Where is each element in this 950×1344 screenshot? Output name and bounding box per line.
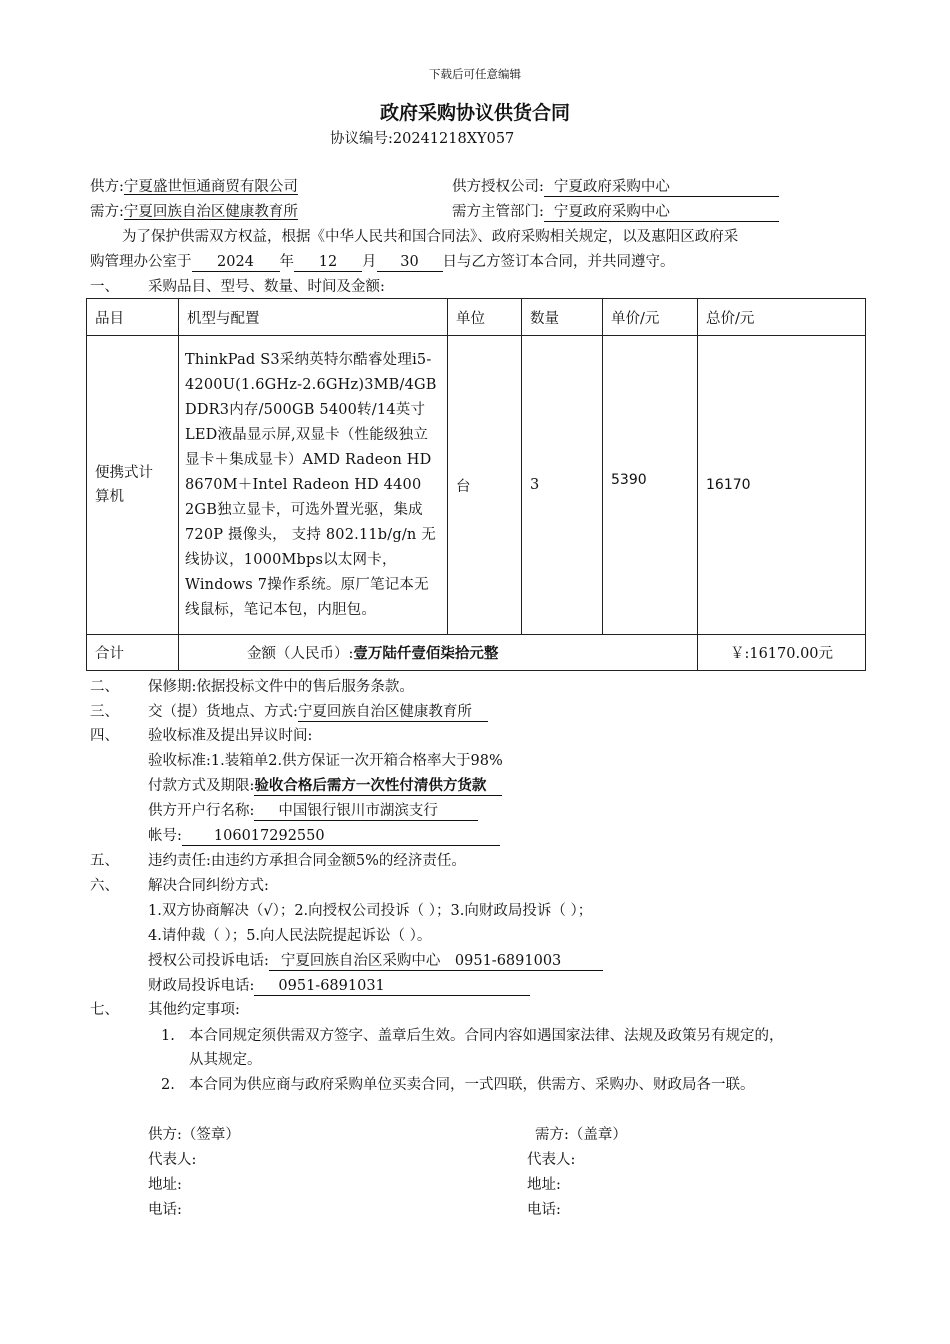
sign-supplier: 供方:（签章） — [148, 1127, 240, 1143]
auth-phone-line — [148, 951, 603, 971]
sign-buyer: 需方:（盖章） — [535, 1127, 627, 1143]
section-4-text: 验收标准及提出异议时间: — [148, 728, 313, 744]
sign-supplier-rep: 代表人: — [148, 1152, 197, 1168]
acceptance-standard: 验收标准:1.装箱单2.供方保证一次开箱合格率大于98% — [148, 753, 503, 769]
header-note: 下载后可任意编辑 — [429, 67, 521, 81]
account-line — [148, 826, 500, 846]
sign-buyer-address: 地址: — [527, 1177, 561, 1193]
buyer-dept-line — [452, 202, 779, 222]
items-table — [86, 298, 866, 671]
payment-line — [148, 776, 502, 796]
col-header-spec: 机型与配置 — [179, 299, 448, 336]
payment-terms: 验收合格后需方一次性付清供方货款 — [254, 777, 502, 796]
buyer-name: 宁夏回族自治区健康教育所 — [123, 204, 298, 220]
sign-supplier-phone: 电话: — [148, 1202, 182, 1218]
sum-amount-words: 壹万陆仟壹佰柒拾元整 — [353, 645, 499, 662]
section-3-no: 三、 — [90, 704, 119, 720]
preamble-prefix: 购管理办公室于 — [90, 254, 192, 270]
supplier-line — [90, 177, 298, 197]
clause-1-no: 1. — [161, 1028, 175, 1044]
section-1-text: 采购品目、型号、数量、时间及金额: — [148, 279, 385, 295]
section-7-no: 七、 — [90, 1002, 119, 1018]
clause-1-line-1: 本合同规定须供需双方签字、盖章后生效。合同内容如遇国家法律、法规及政策另有规定的， — [189, 1028, 784, 1044]
bank-name: 中国银行银川市湖滨支行 — [254, 802, 478, 821]
table-sum-row — [87, 635, 866, 671]
sum-amount-label: 金额（人民币）: — [247, 646, 354, 662]
preamble-day: 30 — [377, 253, 443, 272]
col-header-unit: 单位 — [448, 299, 522, 336]
buyer-dept-label: 需方主管部门: — [452, 204, 544, 220]
preamble-line-2 — [90, 252, 675, 272]
table-header-row — [87, 299, 866, 336]
col-header-price: 单价/元 — [603, 299, 698, 336]
cell-price: 5390 — [603, 336, 698, 635]
col-header-item: 品目 — [87, 299, 179, 336]
cell-qty: 3 — [522, 336, 603, 635]
auth-phone-value: 宁夏回族自治区采购中心 0951-6891003 — [269, 952, 603, 971]
payment-label: 付款方式及期限: — [148, 778, 255, 794]
supplier-auth-line — [452, 177, 779, 197]
dispute-options-1: 1.双方协商解决（√）；2.向授权公司投诉（ ）；3.向财政局投诉（ ）； — [148, 903, 593, 919]
section-1-no: 一、 — [90, 279, 119, 295]
preamble-line-1: 为了保护供需双方权益，根据《中华人民共和国合同法》、政府采购相关规定，以及惠阳区政府采 — [122, 229, 739, 245]
agreement-number — [330, 129, 514, 149]
preamble-year-unit: 年 — [279, 254, 294, 270]
section-4-no: 四、 — [90, 728, 119, 744]
preamble-month-unit: 月 — [362, 254, 377, 270]
supplier-label: 供方: — [90, 179, 124, 195]
clause-2-text: 本合同为供应商与政府采购单位买卖合同，一式四联，供需方、采购办、财政局各一联。 — [189, 1077, 755, 1093]
sum-label: 合计 — [87, 635, 179, 671]
auth-phone-label: 授权公司投诉电话: — [148, 953, 269, 969]
clause-1-line-2: 从其规定。 — [189, 1052, 262, 1068]
account-number: 106017292550 — [182, 827, 500, 846]
supplier-auth-label: 供方授权公司: — [452, 179, 544, 195]
section-2-no: 二、 — [90, 679, 119, 695]
col-header-qty: 数量 — [522, 299, 603, 336]
section-5-no: 五、 — [90, 853, 119, 869]
sign-supplier-address: 地址: — [148, 1177, 182, 1193]
delivery-label: 交（提）货地点、方式: — [148, 704, 298, 720]
cell-total: 16170 — [698, 336, 866, 635]
supplier-name: 宁夏盛世恒通商贸有限公司 — [123, 179, 298, 195]
section-5-text: 违约责任:由违约方承担合同金额5%的经济责任。 — [148, 853, 466, 869]
cell-item: 便携式计算机 — [87, 336, 179, 635]
agreement-value: 20241218XY057 — [392, 131, 515, 147]
page-title: 政府采购协议供货合同 — [379, 102, 570, 124]
sign-buyer-rep: 代表人: — [527, 1152, 576, 1168]
delivery-place: 宁夏回族自治区健康教育所 — [298, 703, 488, 722]
bank-line — [148, 801, 478, 821]
col-header-total: 总价/元 — [698, 299, 866, 336]
section-3-line — [148, 702, 488, 722]
sum-amount-figure: ￥:16170.00元 — [698, 635, 866, 671]
cell-spec: ThinkPad S3采纳英特尔酷睿处理i5-4200U(1.6GHz-2.6GHz)3MB/4GB DDR3内存/500GB 5400转/14英寸LED液晶显示屏,双显卡（性能级独立显卡＋集成显卡）AMD Radeon HD 8670M＋Intel Radeon HD 4400 2GB独立显卡，可选外置光驱，集成 720P 摄像头， 支持 802.11b/g/n 无线协议，1000Mbps以太网卡，Windows 7操作系统。原厂笔记本无线鼠标，笔记本包，内胆包。 — [179, 336, 448, 635]
finance-phone-label: 财政局投诉电话: — [148, 978, 255, 994]
section-6-text: 解决合同纠纷方式: — [148, 878, 269, 894]
agreement-label: 协议编号: — [330, 131, 393, 147]
table-row — [87, 336, 866, 635]
section-7-text: 其他约定事项: — [148, 1002, 240, 1018]
finance-phone-value: 0951-6891031 — [254, 977, 530, 996]
section-2-text: 保修期:依据投标文件中的售后服务条款。 — [148, 679, 414, 695]
sum-amount-cell — [179, 635, 698, 671]
sign-buyer-phone: 电话: — [527, 1202, 561, 1218]
buyer-label: 需方: — [90, 204, 124, 220]
cell-unit: 台 — [448, 336, 522, 635]
section-6-no: 六、 — [90, 878, 119, 894]
preamble-suffix: 日与乙方签订本合同，并共同遵守。 — [442, 254, 675, 270]
supplier-auth-value: 宁夏政府采购中心 — [544, 178, 779, 197]
account-label: 帐号: — [148, 828, 182, 844]
finance-phone-line — [148, 976, 530, 996]
dispute-options-2: 4.请仲裁（ ）；5.向人民法院提起诉讼（ ）。 — [148, 928, 432, 944]
bank-label: 供方开户行名称: — [148, 803, 255, 819]
clause-2-no: 2. — [161, 1077, 175, 1093]
buyer-line — [90, 202, 298, 222]
buyer-dept-value: 宁夏政府采购中心 — [544, 203, 779, 222]
preamble-year: 2024 — [192, 253, 280, 272]
preamble-month: 12 — [294, 253, 362, 272]
